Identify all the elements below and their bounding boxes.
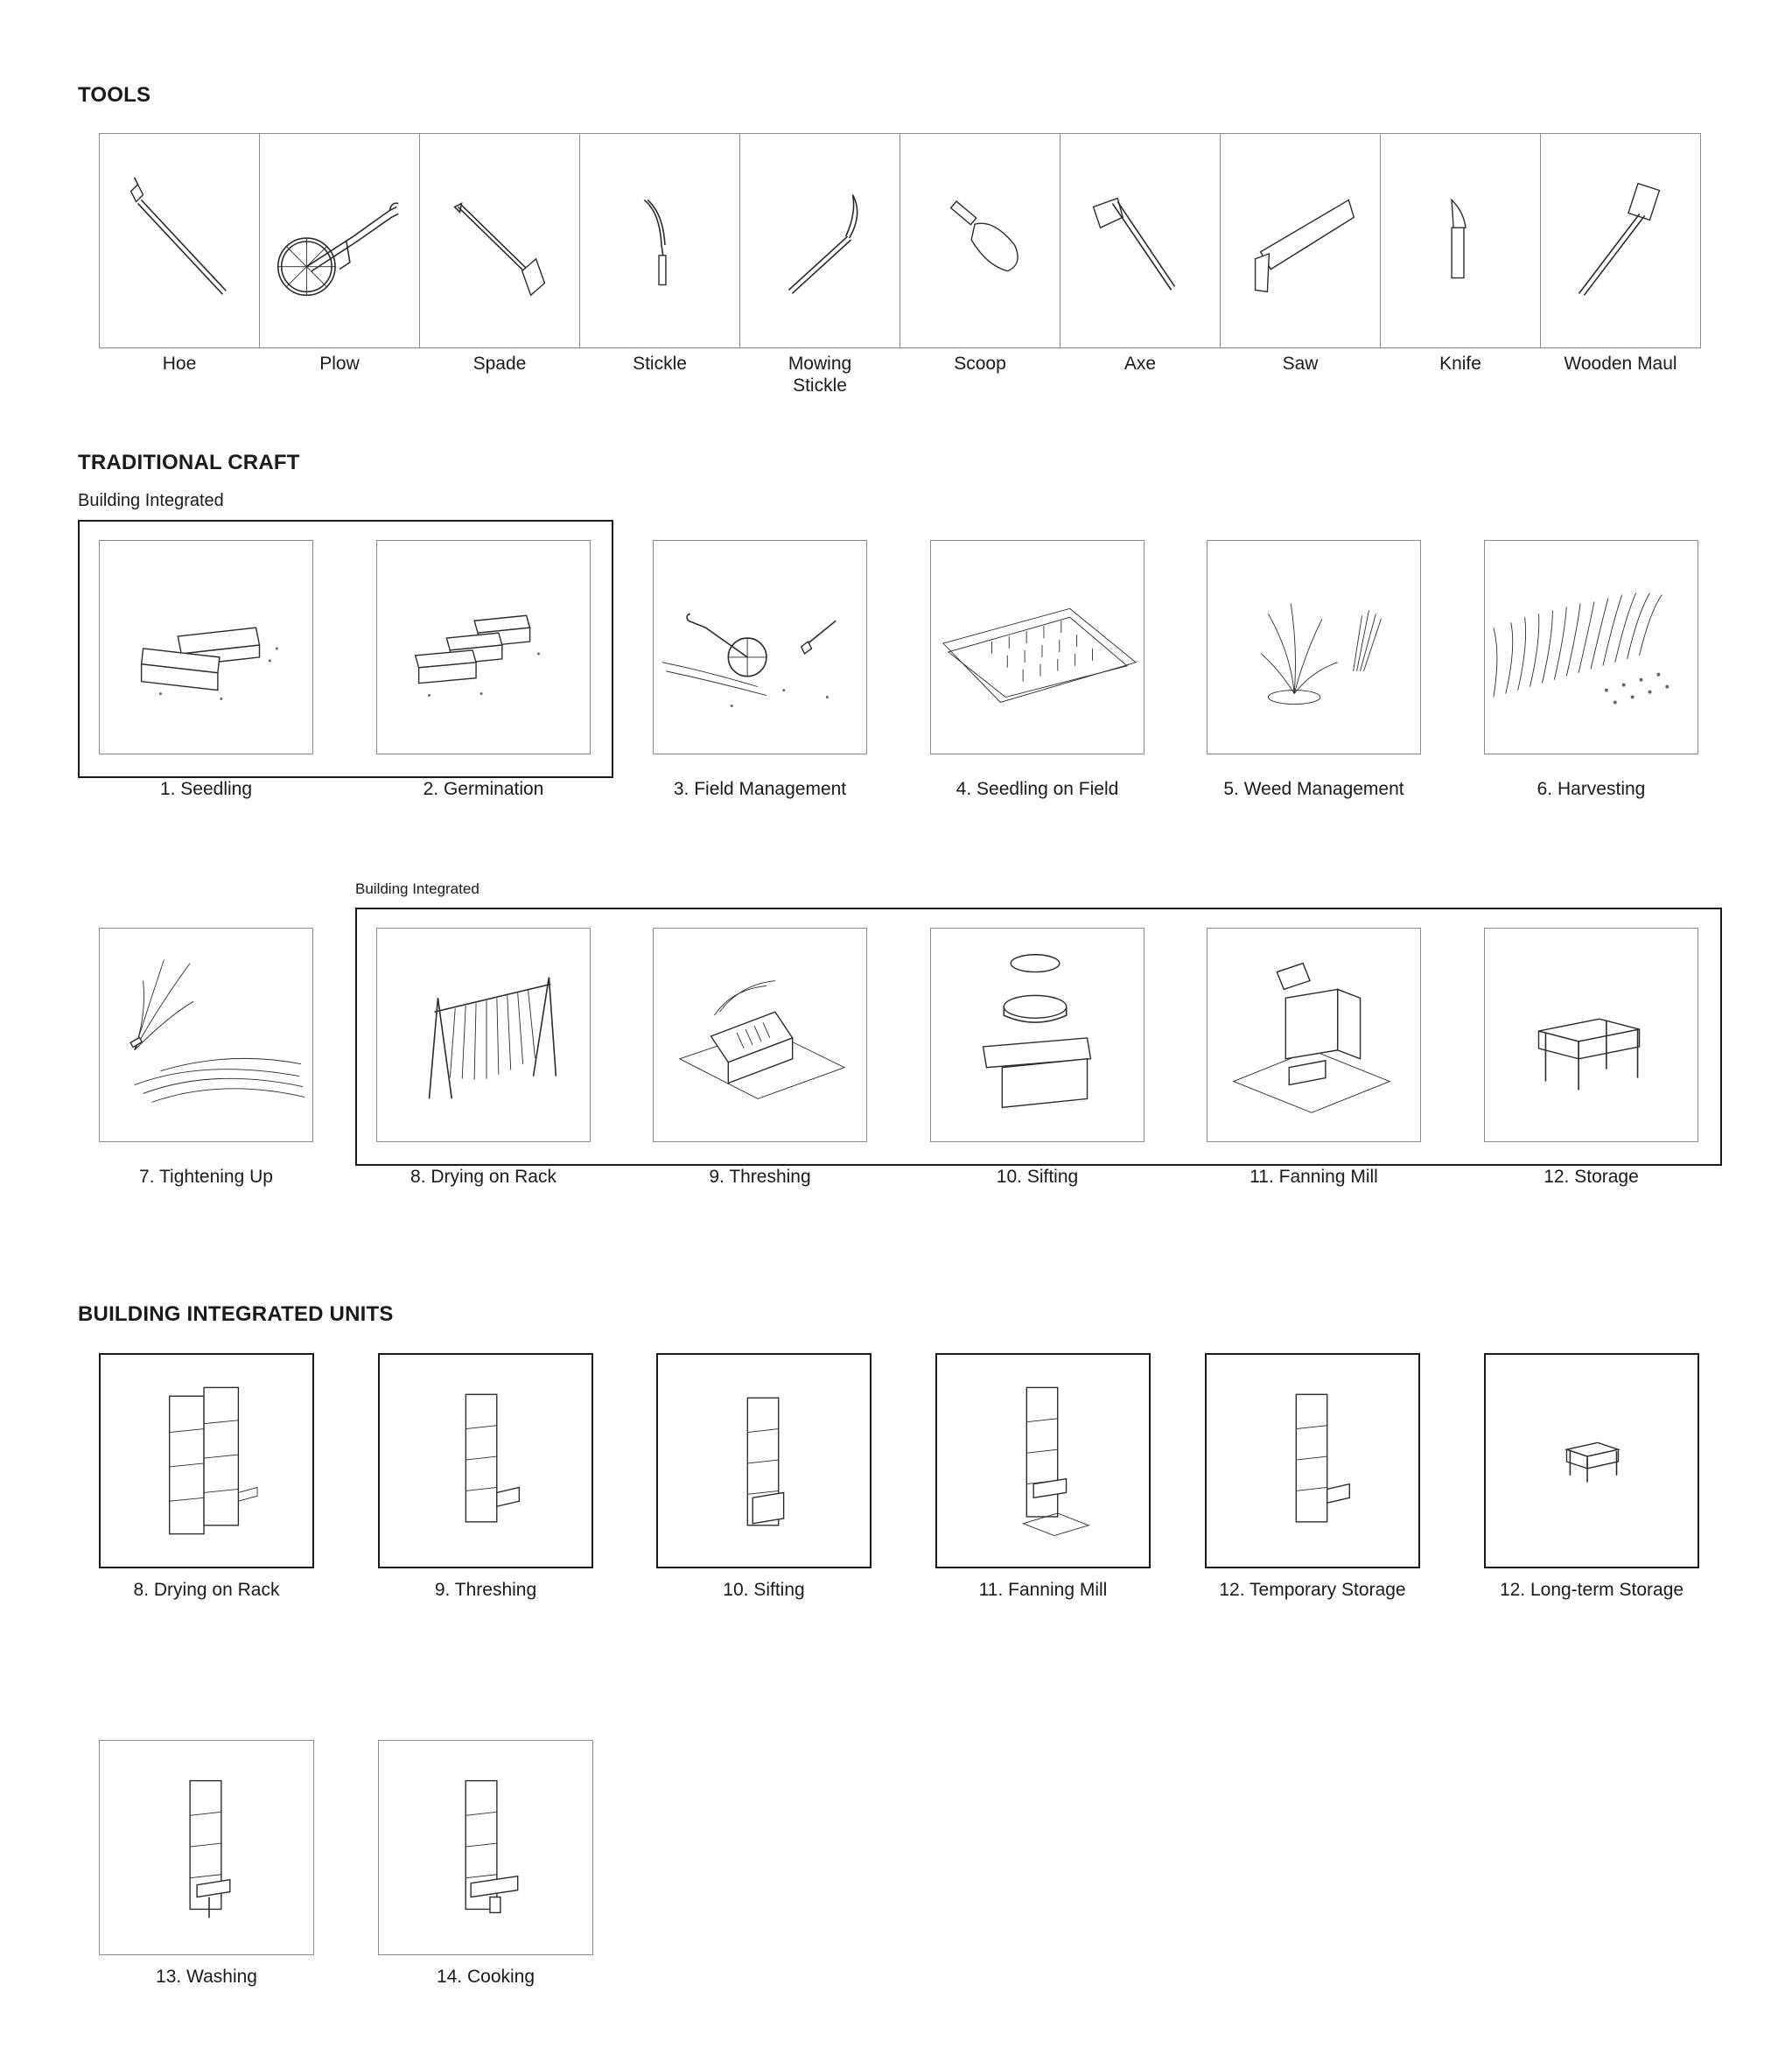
mowing-stickle-icon (740, 134, 900, 347)
tool-label-saw: Saw (1282, 354, 1319, 374)
craft-label-drying-on-rack: 8. Drying on Rack (410, 1167, 556, 1187)
unit-cell-washing (99, 1740, 314, 1955)
axe-icon (1060, 134, 1220, 347)
tool-label-axe: Axe (1124, 354, 1157, 374)
craft-cell-seedling-on-field (930, 540, 1144, 754)
storage-crate-icon (1485, 929, 1698, 1141)
tool-cell-axe (1060, 133, 1221, 348)
craft-cell-field-management (653, 540, 867, 754)
temporary-storage-unit-icon (1207, 1355, 1418, 1567)
craft-label-harvesting: 6. Harvesting (1536, 779, 1646, 799)
stickle-icon (580, 134, 739, 347)
craft-label-storage: 12. Storage (1544, 1167, 1639, 1187)
plow-icon (260, 134, 419, 347)
knife-icon (1381, 134, 1540, 347)
unit-label-threshing: 9. Threshing (434, 1580, 537, 1600)
unit-label-long-term-storage: 12. Long-term Storage (1499, 1580, 1684, 1600)
fanning-unit-icon (937, 1355, 1149, 1567)
cooking-unit-icon (379, 1741, 592, 1954)
spade-icon (420, 134, 579, 347)
tool-label-spade: Spade (472, 354, 527, 374)
sheaf-icon (100, 929, 312, 1141)
tool-cell-stickle (579, 133, 740, 348)
tool-cell-saw (1220, 133, 1381, 348)
traditional-craft-title: TRADITIONAL CRAFT (78, 451, 300, 474)
tool-cell-plow (259, 133, 420, 348)
craft-cell-drying-on-rack (376, 928, 591, 1142)
unit-cell-drying-on-rack (99, 1353, 314, 1568)
tool-label-wooden-maul: Wooden Maul (1564, 354, 1677, 374)
craft-label-threshing: 9. Threshing (709, 1167, 811, 1187)
tool-cell-mowing-stickle (739, 133, 900, 348)
tool-label-scoop: Scoop (954, 354, 1006, 374)
craft-label-fanning-mill: 11. Fanning Mill (1250, 1167, 1378, 1187)
saw-icon (1221, 134, 1380, 347)
craft-group1-label: Building Integrated (78, 491, 224, 510)
field-seedlings-icon (931, 541, 1144, 754)
tools-title: TOOLS (78, 83, 151, 107)
tool-cell-knife (1380, 133, 1541, 348)
unit-cell-cooking (378, 1740, 593, 1955)
building-units-title: BUILDING INTEGRATED UNITS (78, 1302, 394, 1326)
craft-label-field-management: 3. Field Management (673, 779, 847, 799)
double-rack-unit-icon (101, 1355, 312, 1567)
field-plow-icon (654, 541, 866, 754)
fanning-mill-icon (1208, 929, 1420, 1141)
sieve-icon (931, 929, 1144, 1141)
craft-cell-sifting (930, 928, 1144, 1142)
craft-cell-fanning-mill (1207, 928, 1421, 1142)
sifting-unit-icon (658, 1355, 870, 1567)
threshing-unit-icon (380, 1355, 592, 1567)
tool-label-mowing-stickle: Mowing Stickle (788, 354, 852, 396)
hoe-icon (100, 134, 259, 347)
craft-label-seedling: 1. Seedling (159, 779, 253, 799)
tool-cell-wooden-maul (1540, 133, 1701, 348)
craft-cell-germination (376, 540, 591, 754)
craft-cell-storage (1484, 928, 1698, 1142)
craft-label-germination: 2. Germination (423, 779, 544, 799)
drying-rack-icon (377, 929, 590, 1141)
scoop-icon (900, 134, 1060, 347)
unit-label-washing: 13. Washing (156, 1967, 257, 1987)
tool-label-knife: Knife (1439, 354, 1481, 374)
craft-cell-weed-management (1207, 540, 1421, 754)
tool-cell-scoop (900, 133, 1060, 348)
unit-cell-temporary-storage (1205, 1353, 1420, 1568)
craft-label-weed-management: 5. Weed Management (1223, 779, 1404, 799)
craft-cell-tightening-up (99, 928, 313, 1142)
craft-label-sifting: 10. Sifting (996, 1167, 1079, 1187)
unit-cell-long-term-storage (1484, 1353, 1699, 1568)
unit-label-drying-on-rack: 8. Drying on Rack (133, 1580, 280, 1600)
germination-trays-icon (377, 541, 590, 754)
unit-cell-sifting (656, 1353, 872, 1568)
weed-icon (1208, 541, 1420, 754)
craft-cell-harvesting (1484, 540, 1698, 754)
long-term-storage-unit-icon (1486, 1355, 1698, 1567)
tool-label-plow: Plow (319, 354, 360, 374)
unit-label-sifting: 10. Sifting (723, 1580, 805, 1600)
washing-unit-icon (100, 1741, 313, 1954)
tool-label-hoe: Hoe (162, 354, 197, 374)
thresher-icon (654, 929, 866, 1141)
tool-cell-spade (419, 133, 580, 348)
craft-label-seedling-on-field: 4. Seedling on Field (956, 779, 1119, 799)
unit-label-cooking: 14. Cooking (436, 1967, 536, 1987)
tool-label-stickle: Stickle (633, 354, 687, 374)
craft-label-tightening-up: 7. Tightening Up (139, 1167, 273, 1187)
seedling-trays-icon (100, 541, 312, 754)
unit-cell-fanning-mill (935, 1353, 1151, 1568)
craft-group2-label: Building Integrated (355, 880, 480, 897)
tool-cell-hoe (99, 133, 260, 348)
wooden-maul-icon (1541, 134, 1700, 347)
unit-cell-threshing (378, 1353, 593, 1568)
unit-label-temporary-storage: 12. Temporary Storage (1219, 1580, 1406, 1600)
harvest-field-icon (1485, 541, 1698, 754)
craft-cell-threshing (653, 928, 867, 1142)
craft-cell-seedling (99, 540, 313, 754)
unit-label-fanning-mill: 11. Fanning Mill (978, 1580, 1108, 1600)
